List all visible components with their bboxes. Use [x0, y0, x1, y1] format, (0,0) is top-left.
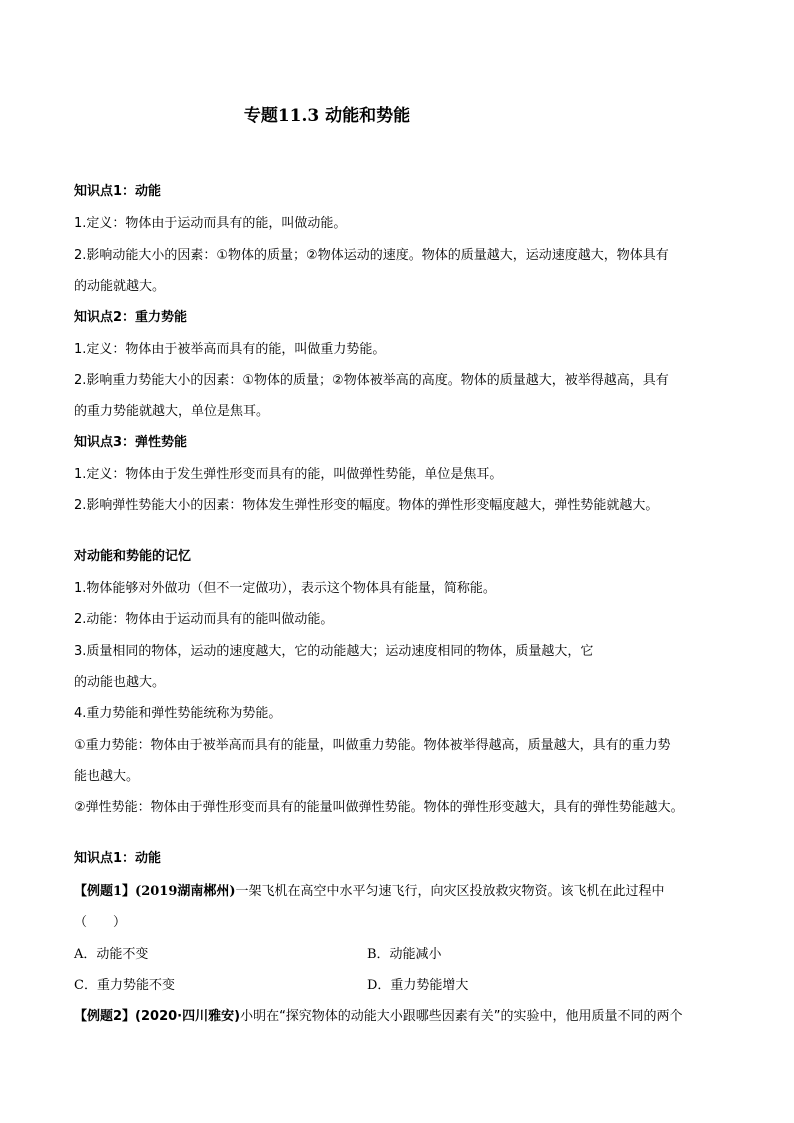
example1-option-b: B．动能减小: [367, 947, 442, 962]
example1-option-c: C．重力势能不变: [74, 978, 175, 993]
memory-line6: ②弹性势能：物体由于弹性形变而具有的能量叫做弹性势能。物体的弹性形变越大，具有的弹性势能越大。: [74, 800, 684, 815]
kp1-heading: 知识点1：动能: [74, 184, 162, 199]
kp3-heading: 知识点3：弹性势能: [74, 435, 188, 450]
memory-line3b: 的动能也越大。: [74, 675, 166, 690]
example2-tag: 【例题2】: [74, 1009, 136, 1024]
example1-text: 一架飞机在高空中水平匀速飞行，向灾区投放救灾物资。该飞机在此过程中: [235, 884, 665, 899]
example1-question: [74, 883, 665, 901]
kp2-line1: 1.定义：物体由于被举高而具有的能，叫做重力势能。: [74, 342, 386, 357]
page-title: 专题11.3 动能和势能: [243, 106, 411, 126]
kp2-line2b: 的重力势能就越大，单位是焦耳。: [74, 404, 270, 419]
example2-text: 小明在“探究物体的动能大小跟哪些因素有关”的实验中，他用质量不同的两个: [240, 1009, 683, 1024]
example1-option-d: D．重力势能增大: [367, 978, 469, 993]
example1-source: (2019湖南郴州): [135, 884, 236, 899]
memory-line1: 1.物体能够对外做功（但不一定做功），表示这个物体具有能量，简称能。: [74, 581, 496, 596]
kp2-heading: 知识点2：重力势能: [74, 310, 188, 325]
kp3-line1: 1.定义：物体由于发生弹性形变而具有的能，叫做弹性势能，单位是焦耳。: [74, 467, 503, 482]
memory-line2: 2.动能：物体由于运动而具有的能叫做动能。: [74, 612, 334, 627]
example2-question: [74, 1008, 683, 1026]
example1-option-a: A．动能不变: [74, 947, 149, 962]
kp2-line2a: 2.影响重力势能大小的因素：①物体的质量；②物体被举高的高度。物体的质量越大，被举得越高，具有: [74, 373, 669, 388]
memory-line4: 4.重力势能和弹性势能统称为势能。: [74, 706, 282, 721]
example1-blank: （ ）: [74, 915, 127, 930]
kp1-line1: 1.定义：物体由于运动而具有的能，叫做动能。: [74, 216, 347, 231]
kp3-line2: 2.影响弹性势能大小的因素：物体发生弹性形变的幅度。物体的弹性形变幅度越大，弹性势能就越大。: [74, 498, 659, 513]
memory-line5b: 能也越大。: [74, 769, 140, 784]
kp1-line2a: 2.影响动能大小的因素：①物体的质量；②物体运动的速度。物体的质量越大，运动速度越大，物体具有: [74, 248, 669, 263]
memory-line5a: ①重力势能：物体由于被举高而具有的能量，叫做重力势能。物体被举得越高，质量越大，具有的重力势: [74, 738, 671, 753]
examples-heading: 知识点1：动能: [74, 851, 162, 866]
example2-source: (2020·四川雅安): [135, 1009, 241, 1024]
memory-line3a: 3.质量相同的物体，运动的速度越大，它的动能越大；运动速度相同的物体，质量越大，它: [74, 644, 594, 659]
kp1-line2b: 的动能就越大。: [74, 279, 166, 294]
example1-tag: 【例题1】: [74, 884, 136, 899]
memory-heading: 对动能和势能的记忆: [74, 549, 192, 564]
